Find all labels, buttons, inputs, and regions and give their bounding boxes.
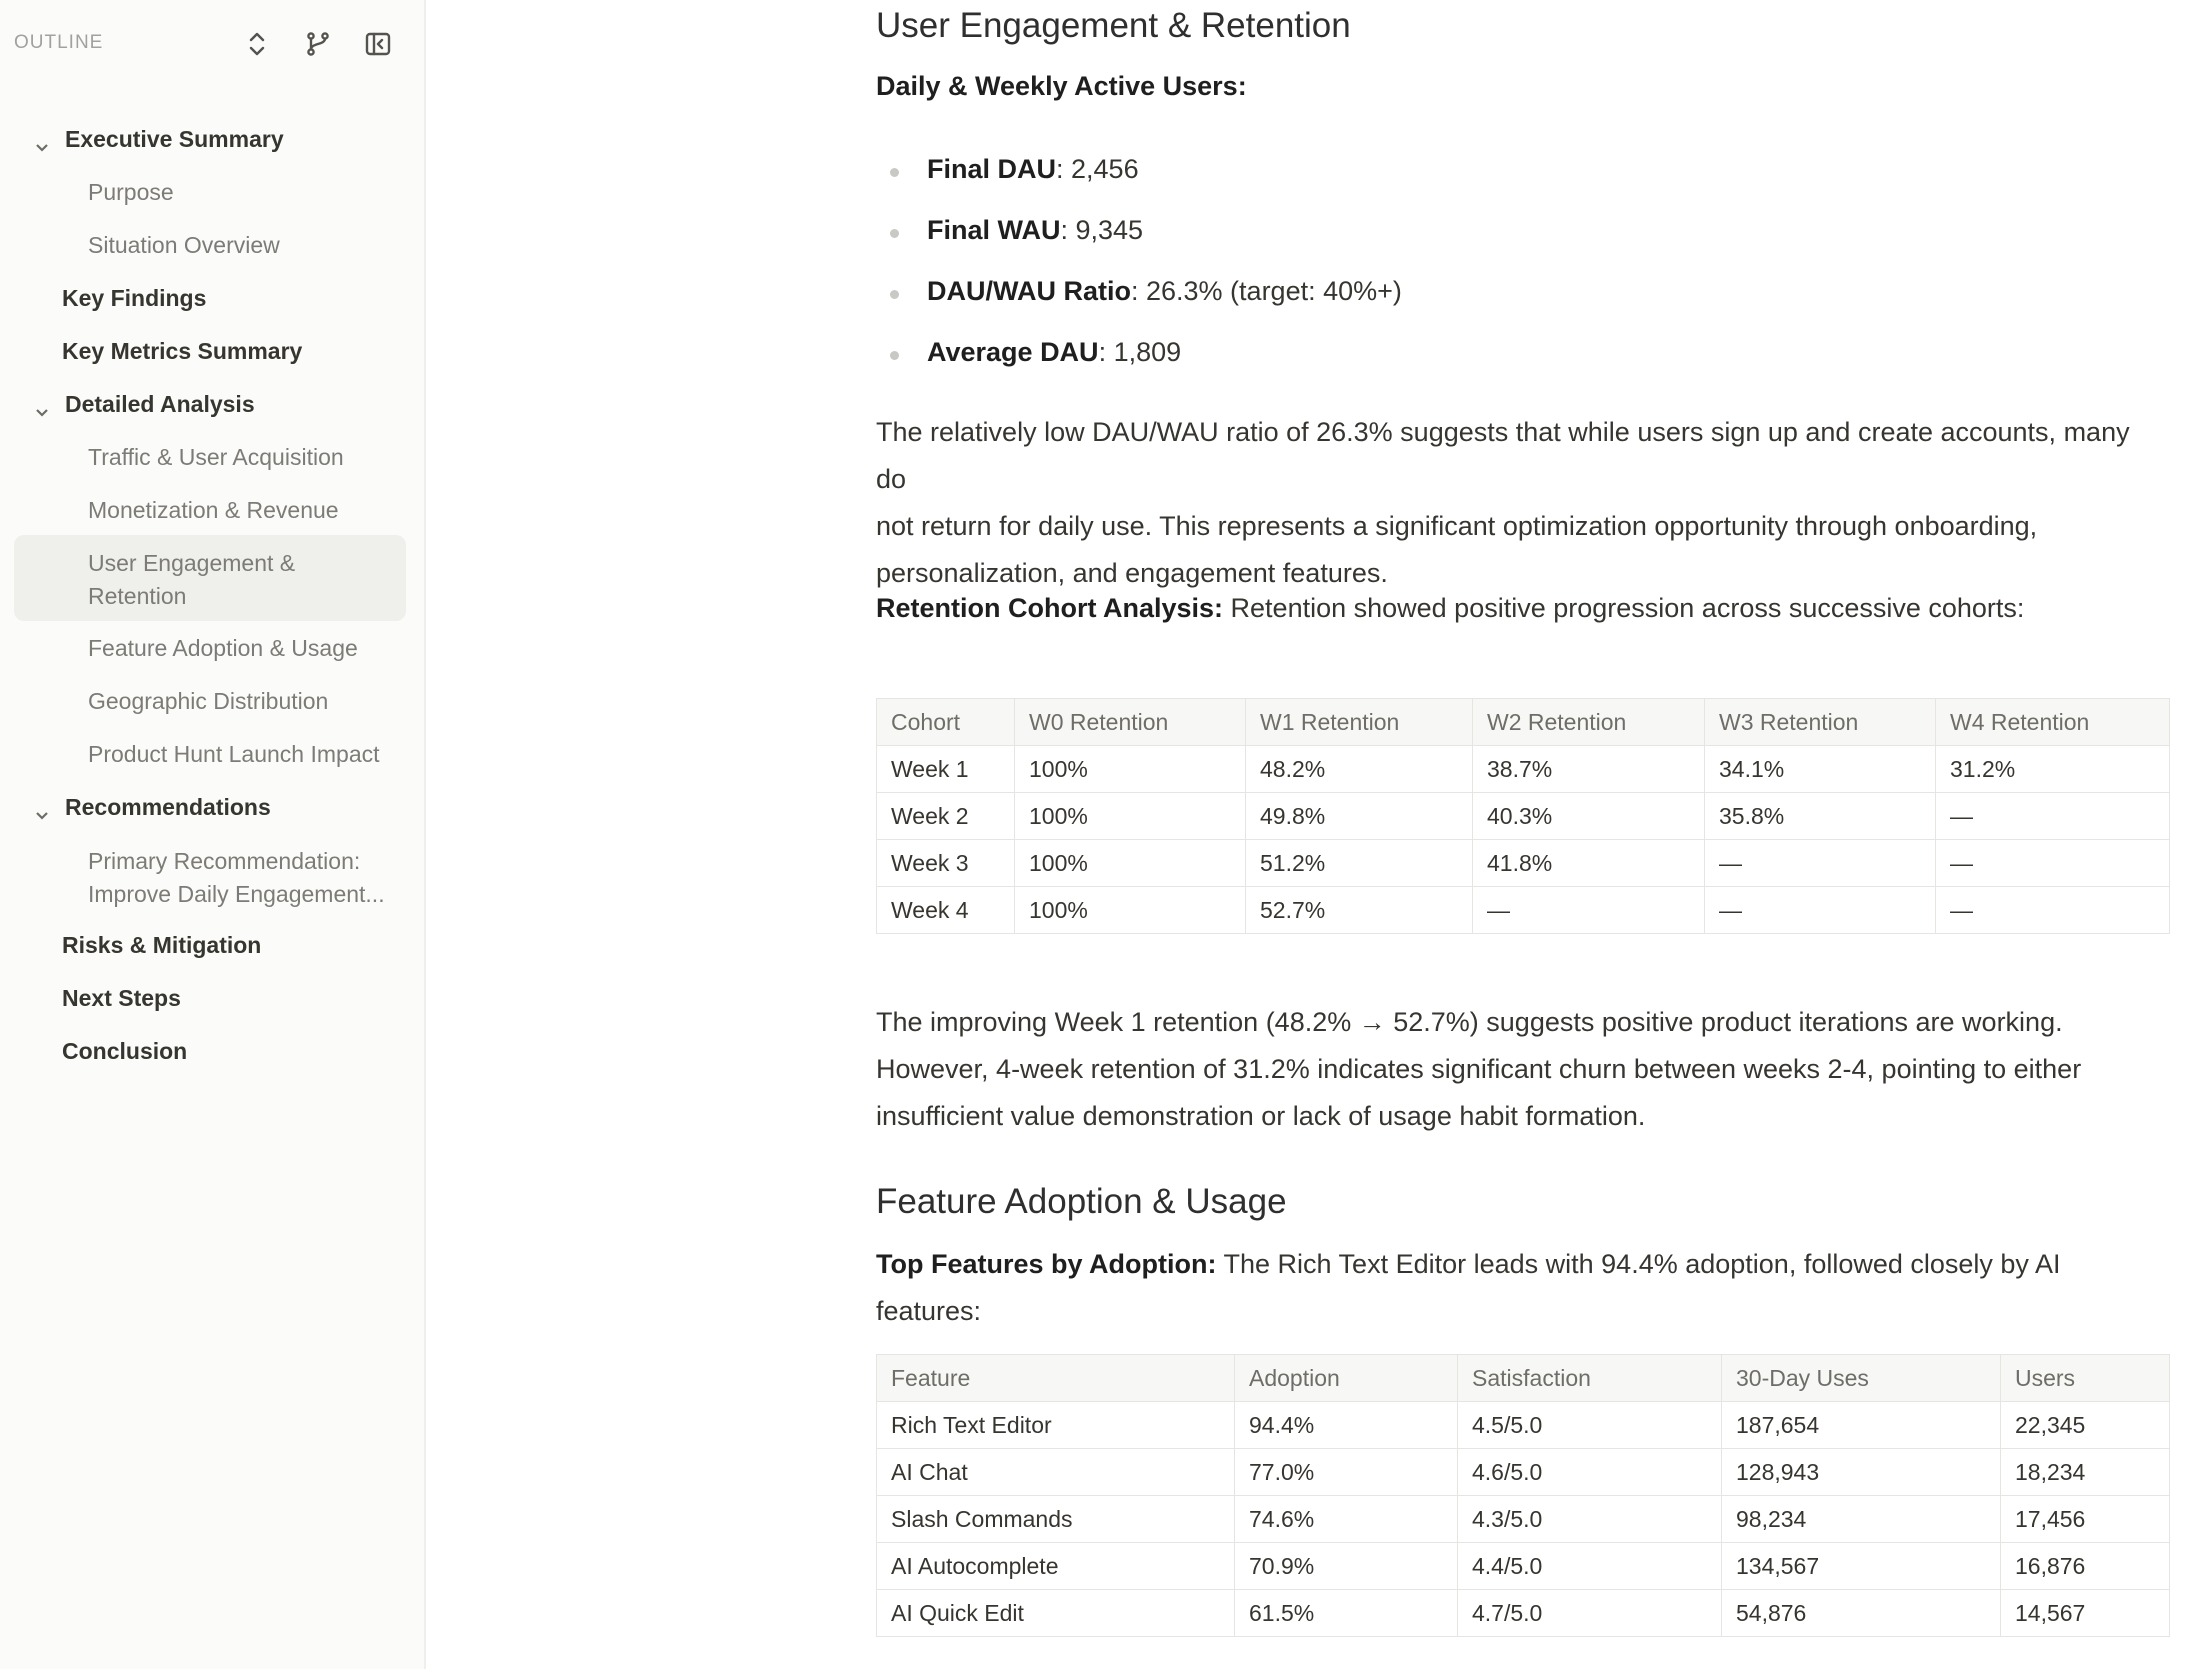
paragraph-text: Retention showed positive progression across successive cohorts:	[1223, 593, 2025, 623]
nav-label: Executive Summary	[65, 126, 284, 152]
nav-label: Product Hunt Launch Impact	[88, 741, 380, 767]
nav-label: Monetization & Revenue	[88, 497, 339, 523]
column-header: W3 Retention	[1705, 699, 1936, 746]
column-header: W4 Retention	[1936, 699, 2170, 746]
nav-item-geographic-distribution[interactable]	[14, 685, 406, 718]
bullet-value: : 2,456	[1056, 154, 1139, 184]
column-header: Feature	[877, 1355, 1235, 1402]
table-cell: 35.8%	[1705, 793, 1936, 840]
table-cell: 77.0%	[1235, 1449, 1458, 1496]
paragraph-line: The relatively low DAU/WAU ratio of 26.3% suggests that while users sign up and create accounts, many do	[876, 417, 2130, 494]
table-cell: 134,567	[1722, 1543, 2001, 1590]
nav-label: Recommendations	[65, 794, 271, 820]
column-header: W2 Retention	[1473, 699, 1705, 746]
nav-label: User Engagement & Retention	[88, 550, 296, 609]
nav-item-primary-recommendation[interactable]	[14, 845, 406, 911]
table-header-row	[877, 1355, 2170, 1402]
table-row	[877, 1402, 2170, 1449]
outline-title: OUTLINE	[14, 32, 104, 53]
table-cell: 100%	[1015, 793, 1246, 840]
paragraph-text: The Rich Text Editor leads with 94.4% adoption, followed closely by AI features:	[876, 1249, 2061, 1326]
nav-item-detailed-analysis[interactable]	[14, 388, 406, 421]
nav-item-purpose[interactable]	[14, 176, 406, 209]
table-cell: 100%	[1015, 887, 1246, 934]
bullet-value: : 1,809	[1098, 337, 1182, 367]
nav-label: Next Steps	[62, 985, 181, 1011]
nav-item-traffic-user-acquisition[interactable]	[14, 441, 406, 474]
table-cell: 187,654	[1722, 1402, 2001, 1449]
chevron-up-down-icon	[246, 31, 268, 57]
column-header: 30-Day Uses	[1722, 1355, 2001, 1402]
nav-item-recommendations[interactable]	[14, 791, 406, 824]
nav-label: Feature Adoption & Usage	[88, 635, 358, 661]
nav-label: Primary Recommendation: Improve Daily Engagement...	[88, 848, 385, 907]
sidebar-collapse-icon	[365, 31, 391, 57]
branch-button[interactable]	[300, 26, 336, 62]
table-cell: 94.4%	[1235, 1402, 1458, 1449]
table-cell: 41.8%	[1473, 840, 1705, 887]
nav-item-executive-summary[interactable]	[14, 123, 406, 156]
nav-item-product-hunt-launch-impact[interactable]	[14, 738, 406, 771]
collapse-sidebar-button[interactable]	[360, 26, 396, 62]
nav-item-risks-mitigation[interactable]	[14, 929, 406, 962]
column-header: W0 Retention	[1015, 699, 1246, 746]
paragraph-line: However, 4-week retention of 31.2% indicates significant churn between weeks 2-4, pointing to either	[876, 1054, 2082, 1084]
table-cell: Week 3	[877, 840, 1015, 887]
table-cell: 100%	[1015, 746, 1246, 793]
table-cell: 34.1%	[1705, 746, 1936, 793]
paragraph-label: Top Features by Adoption:	[876, 1249, 1217, 1279]
nav-item-situation-overview[interactable]	[14, 229, 406, 262]
table-cell: 70.9%	[1235, 1543, 1458, 1590]
chevron-down-icon[interactable]	[34, 397, 50, 413]
bullet-label: Final WAU	[927, 215, 1061, 245]
feature-adoption-table	[876, 1354, 2170, 1637]
nav-item-next-steps[interactable]	[14, 982, 406, 1015]
table-row	[877, 1496, 2170, 1543]
table-cell: —	[1936, 840, 2170, 887]
table-row	[877, 840, 2170, 887]
bullet-dot	[890, 351, 899, 360]
nav-item-feature-adoption-usage[interactable]	[14, 632, 406, 665]
table-cell: —	[1473, 887, 1705, 934]
paragraph-line: insufficient value demonstration or lack of usage habit formation.	[876, 1101, 1646, 1131]
table-cell: 52.7%	[1246, 887, 1473, 934]
table-cell: 61.5%	[1235, 1590, 1458, 1637]
nav-item-key-metrics-summary[interactable]	[14, 335, 406, 368]
column-header: Adoption	[1235, 1355, 1458, 1402]
table-row	[877, 887, 2170, 934]
chevron-down-icon[interactable]	[34, 132, 50, 148]
table-cell: 54,876	[1722, 1590, 2001, 1637]
table-cell: Rich Text Editor	[877, 1402, 1235, 1449]
table-cell: Slash Commands	[877, 1496, 1235, 1543]
table-row	[877, 1543, 2170, 1590]
chevron-down-icon[interactable]	[34, 800, 50, 816]
retention-cohort-table	[876, 698, 2170, 934]
table-cell: —	[1705, 887, 1936, 934]
table-cell: AI Chat	[877, 1449, 1235, 1496]
table-cell: —	[1936, 793, 2170, 840]
table-cell: 40.3%	[1473, 793, 1705, 840]
table-cell: Week 1	[877, 746, 1015, 793]
bullet-value: : 9,345	[1060, 215, 1144, 245]
nav-item-monetization-revenue[interactable]	[14, 494, 406, 527]
section-heading-engagement: User Engagement & Retention	[876, 6, 1351, 45]
paragraph-retention-analysis	[876, 999, 2166, 1140]
table-row	[877, 793, 2170, 840]
table-header-row	[877, 699, 2170, 746]
table-cell: 48.2%	[1246, 746, 1473, 793]
column-header: Cohort	[877, 699, 1015, 746]
table-cell: 22,345	[2001, 1402, 2170, 1449]
bullet-dot	[890, 229, 899, 238]
paragraph-cohort-intro	[876, 585, 2166, 632]
table-cell: 51.2%	[1246, 840, 1473, 887]
nav-label: Traffic & User Acquisition	[88, 444, 344, 470]
nav-label: Situation Overview	[88, 232, 280, 258]
table-cell: 128,943	[1722, 1449, 2001, 1496]
table-cell: 31.2%	[1936, 746, 2170, 793]
bullet-value: : 26.3% (target: 40%+)	[1131, 276, 1402, 306]
table-cell: 18,234	[2001, 1449, 2170, 1496]
paragraph-line: personalization, and engagement features.	[876, 558, 1388, 588]
table-cell: Week 4	[877, 887, 1015, 934]
nav-label: Risks & Mitigation	[62, 932, 262, 958]
table-cell: 38.7%	[1473, 746, 1705, 793]
table-cell: 49.8%	[1246, 793, 1473, 840]
branch-icon	[305, 31, 331, 57]
table-cell: 4.5/5.0	[1458, 1402, 1722, 1449]
table-cell: 74.6%	[1235, 1496, 1458, 1543]
bullet-label: Average DAU	[927, 337, 1099, 367]
column-header: Satisfaction	[1458, 1355, 1722, 1402]
outline-sidebar	[0, 0, 426, 1669]
nav-label: Detailed Analysis	[65, 391, 255, 417]
table-cell: —	[1705, 840, 1936, 887]
nav-label: Purpose	[88, 179, 174, 205]
nav-label: Geographic Distribution	[88, 688, 329, 714]
table-row	[877, 1590, 2170, 1637]
nav-item-user-engagement-retention[interactable]	[14, 535, 406, 621]
bullet-label: Final DAU	[927, 154, 1057, 184]
nav-label: Key Metrics Summary	[62, 338, 303, 364]
bullet-dot	[890, 168, 899, 177]
table-cell: 4.3/5.0	[1458, 1496, 1722, 1543]
table-cell: 98,234	[1722, 1496, 2001, 1543]
expand-collapse-all-button[interactable]	[239, 26, 275, 62]
table-cell: AI Quick Edit	[877, 1590, 1235, 1637]
column-header: W1 Retention	[1246, 699, 1473, 746]
table-cell: 4.6/5.0	[1458, 1449, 1722, 1496]
table-cell: 4.4/5.0	[1458, 1543, 1722, 1590]
paragraph-line: not return for daily use. This represents a significant optimization opportunity through onboarding,	[876, 511, 2038, 541]
table-cell: 14,567	[2001, 1590, 2170, 1637]
column-header: Users	[2001, 1355, 2170, 1402]
table-cell: 100%	[1015, 840, 1246, 887]
table-cell: 16,876	[2001, 1543, 2170, 1590]
table-cell: —	[1936, 887, 2170, 934]
nav-label: Key Findings	[62, 285, 207, 311]
table-row	[877, 1449, 2170, 1496]
paragraph-label: Retention Cohort Analysis:	[876, 593, 1224, 623]
table-cell: 17,456	[2001, 1496, 2170, 1543]
nav-item-conclusion[interactable]	[14, 1035, 406, 1068]
nav-label: Conclusion	[62, 1038, 188, 1064]
bullet-dot	[890, 290, 899, 299]
table-cell: AI Autocomplete	[877, 1543, 1235, 1590]
table-cell: 4.7/5.0	[1458, 1590, 1722, 1637]
table-row	[877, 746, 2170, 793]
paragraph-features-intro	[876, 1241, 2166, 1335]
nav-item-key-findings[interactable]	[14, 282, 406, 315]
paragraph-dau-wau-analysis	[876, 409, 2166, 597]
paragraph-line: The improving Week 1 retention (48.2% → 52.7%) suggests positive product iterations are working.	[876, 1007, 2063, 1037]
subheading-dau-wau: Daily & Weekly Active Users:	[876, 71, 1247, 101]
section-heading-features: Feature Adoption & Usage	[876, 1182, 1287, 1221]
bullet-label: DAU/WAU Ratio	[927, 276, 1131, 306]
table-cell: Week 2	[877, 793, 1015, 840]
